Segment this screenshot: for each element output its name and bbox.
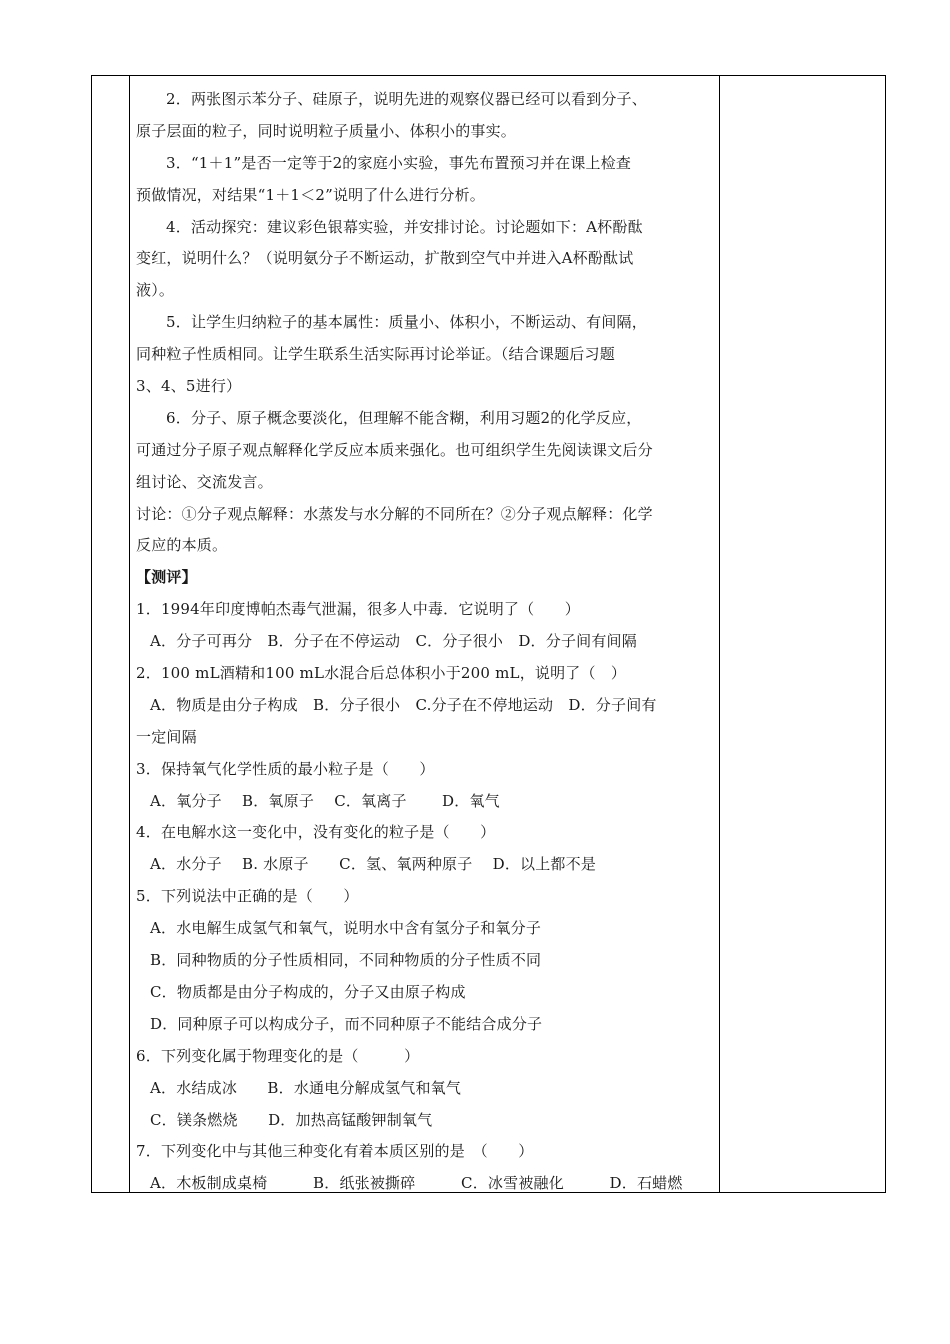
text-line: 反应的本质。 [136, 536, 228, 555]
text-line: B．同种物质的分子性质相同，不同种物质的分子性质不同 [150, 951, 542, 970]
text-line: 4．在电解水这一变化中，没有变化的粒子是（ ） [136, 823, 496, 842]
text-line: 2．100 mL酒精和100 mL水混合后总体积小于200 mL，说明了（ ） [136, 664, 627, 683]
text-line: 组讨论、交流发言。 [136, 472, 273, 491]
text-line: 【测评】 [136, 568, 197, 587]
text-line: 4．活动探究：建议彩色银幕实验，并安排讨论。讨论题如下：A杯酚酞 [166, 217, 643, 236]
column-divider-2 [719, 76, 720, 1192]
text-line: A．分子可再分 B．分子在不停运动 C．分子很小 D．分子间有间隔 [150, 632, 637, 651]
text-line: 可通过分子原子观点解释化学反应本质来强化。也可组织学生先阅读课文后分 [136, 440, 653, 459]
text-line: A．物质是由分子构成 B．分子很小 C.分子在不停地运动 D．分子间有 [150, 695, 657, 714]
text-line: 3．保持氧气化学性质的最小粒子是（ ） [136, 759, 435, 778]
text-line: C．物质都是由分子构成的，分子又由原子构成 [150, 982, 466, 1001]
text-line: A．木板制成桌椅 B．纸张被撕碎 C．冰雪被融化 D．石蜡燃 [150, 1174, 683, 1193]
text-line: 一定间隔 [136, 727, 197, 746]
text-line: 1．1994年印度博帕杰毒气泄漏，很多人中毒．它说明了（ ） [136, 600, 580, 619]
text-line: 液）。 [136, 281, 175, 300]
text-line: 3．“1＋1”是否一定等于2的家庭小实验，事先布置预习并在课上检查 [166, 153, 632, 172]
text-line: 7．下列变化中与其他三种变化有着本质区别的是 （ ） [136, 1142, 534, 1161]
text-line: 讨论：①分子观点解释：水蒸发与水分解的不同所在？②分子观点解释：化学 [136, 504, 653, 523]
text-line: 预做情况，对结果“1＋1＜2”说明了什么进行分析。 [136, 185, 485, 204]
text-line: 2．两张图示苯分子、硅原子，说明先进的观察仪器已经可以看到分子、 [166, 90, 647, 108]
lesson-content [136, 84, 716, 1200]
text-line: 变红，说明什么？（说明氨分子不断运动，扩散到空气中并进入A杯酚酞试 [136, 249, 634, 268]
text-line: A．水电解生成氢气和氧气，说明水中含有氢分子和氧分子 [150, 919, 542, 938]
text-line: 3、4、5进行） [136, 377, 242, 396]
text-line: D．同种原子可以构成分子，而不同种原子不能结合成分子 [150, 1014, 543, 1033]
column-divider-1 [129, 76, 130, 1192]
text-line: C．镁条燃烧 D．加热高锰酸钾制氧气 [150, 1110, 433, 1129]
text-line: A．水分子 B. 水原子 C．氢、氧两种原子 D．以上都不是 [150, 855, 597, 874]
text-line: 5．让学生归纳粒子的基本属性：质量小、体积小，不断运动、有间隔， [166, 313, 647, 332]
text-line: 5．下列说法中正确的是（ ） [136, 887, 359, 906]
text-line: 同种粒子性质相同。让学生联系生活实际再讨论举证。（结合课题后习题 [136, 345, 615, 364]
text-line: 6．分子、原子概念要淡化，但理解不能含糊，利用习题2的化学反应， [166, 408, 642, 427]
text-line: A．氧分子 B．氧原子 C．氧离子 D．氧气 [150, 791, 500, 810]
text-line: A．水结成冰 B．水通电分解成氢气和氧气 [150, 1078, 462, 1097]
text-line: 原子层面的粒子，同时说明粒子质量小、体积小的事实。 [136, 121, 517, 140]
text-line: 6．下列变化属于物理变化的是（ ） [136, 1046, 420, 1065]
